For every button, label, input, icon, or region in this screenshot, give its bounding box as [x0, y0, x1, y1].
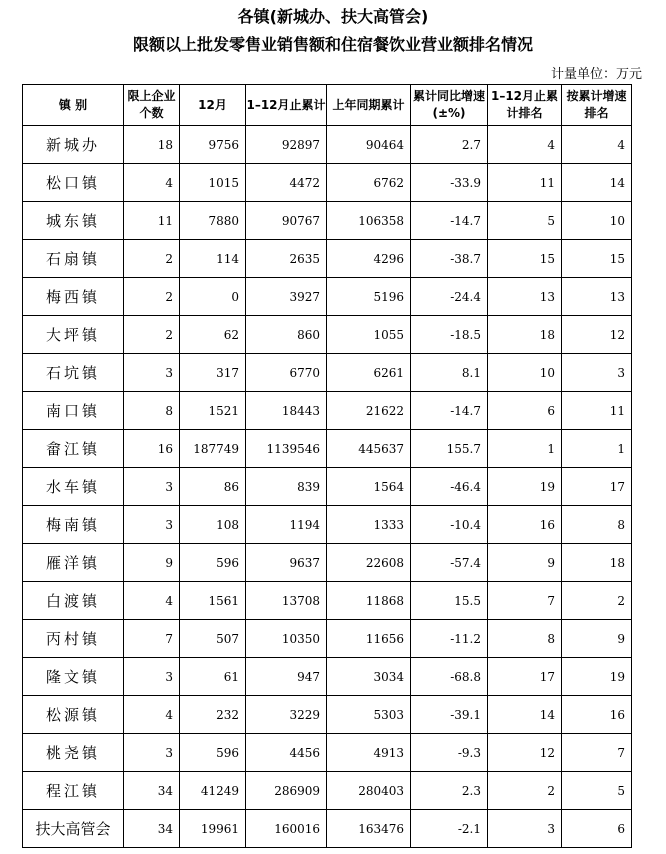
table-row [23, 772, 632, 810]
table-cell: 7 [124, 620, 180, 658]
table-cell: 11868 [327, 582, 411, 620]
table-cell: 13708 [246, 582, 327, 620]
table-cell: 2 [124, 316, 180, 354]
town-name-cell: 隆文镇 [23, 658, 124, 696]
town-name-cell: 松口镇 [23, 164, 124, 202]
column-header: 限上企业个数 [124, 85, 180, 126]
table-cell: 155.7 [411, 430, 488, 468]
table-cell: 12 [562, 316, 632, 354]
table-cell: 11656 [327, 620, 411, 658]
table-cell: 2635 [246, 240, 327, 278]
table-cell: 16 [488, 506, 562, 544]
title-line-2: 限额以上批发零售业销售额和住宿餐饮业营业额排名情况 [132, 35, 533, 54]
table-cell: -57.4 [411, 544, 488, 582]
table-row [23, 810, 632, 848]
table-cell: 17 [562, 468, 632, 506]
table-row [23, 506, 632, 544]
table-cell: 8 [124, 392, 180, 430]
table-cell: 22608 [327, 544, 411, 582]
town-name-cell: 扶大高管会 [23, 810, 124, 848]
table-cell: 507 [180, 620, 246, 658]
town-name-cell: 畲江镇 [23, 430, 124, 468]
table-header-row [23, 85, 632, 126]
table-row [23, 354, 632, 392]
table-cell: 90464 [327, 126, 411, 164]
table-cell: 19 [488, 468, 562, 506]
table-row [23, 620, 632, 658]
table-cell: 9 [488, 544, 562, 582]
town-name-cell: 石坑镇 [23, 354, 124, 392]
town-name-cell: 程江镇 [23, 772, 124, 810]
table-cell: 3 [124, 354, 180, 392]
table-cell: -10.4 [411, 506, 488, 544]
table-row [23, 392, 632, 430]
table-cell: 1521 [180, 392, 246, 430]
column-header: 镇 别 [23, 85, 124, 126]
table-cell: 10 [488, 354, 562, 392]
table-cell: 3 [124, 658, 180, 696]
town-name-cell: 桃尧镇 [23, 734, 124, 772]
table-cell: 5 [488, 202, 562, 240]
table-cell: 15 [488, 240, 562, 278]
table-cell: 4 [124, 164, 180, 202]
table-cell: 18 [562, 544, 632, 582]
ranking-table [22, 84, 632, 848]
table-cell: 947 [246, 658, 327, 696]
table-body [23, 126, 632, 848]
table-cell: 11 [124, 202, 180, 240]
table-cell: 445637 [327, 430, 411, 468]
table-cell: 4913 [327, 734, 411, 772]
town-name-cell: 南口镇 [23, 392, 124, 430]
table-cell: 839 [246, 468, 327, 506]
table-cell: 0 [180, 278, 246, 316]
table-cell: 106358 [327, 202, 411, 240]
table-row [23, 278, 632, 316]
town-name-cell: 石扇镇 [23, 240, 124, 278]
table-cell: 13 [562, 278, 632, 316]
table-cell: 14 [562, 164, 632, 202]
table-cell: 3927 [246, 278, 327, 316]
table-cell: 6762 [327, 164, 411, 202]
table-cell: 4 [562, 126, 632, 164]
column-header: 12月 [180, 85, 246, 126]
table-cell: -11.2 [411, 620, 488, 658]
table-cell: 10 [562, 202, 632, 240]
table-cell: 7880 [180, 202, 246, 240]
table-cell: 15.5 [411, 582, 488, 620]
table-cell: 4456 [246, 734, 327, 772]
table-cell: 16 [124, 430, 180, 468]
town-name-cell: 大坪镇 [23, 316, 124, 354]
table-cell: 2.3 [411, 772, 488, 810]
table-cell: 3 [488, 810, 562, 848]
table-cell: -39.1 [411, 696, 488, 734]
table-cell: 86 [180, 468, 246, 506]
table-row [23, 468, 632, 506]
table-cell: 1015 [180, 164, 246, 202]
table-cell: 34 [124, 810, 180, 848]
column-header: 上年同期累计 [327, 85, 411, 126]
table-cell: 3034 [327, 658, 411, 696]
table-cell: 3 [562, 354, 632, 392]
title-line-1: 各镇(新城办、扶大高管会) [237, 7, 429, 26]
table-cell: -14.7 [411, 202, 488, 240]
column-header: 累计同比增速(±%) [411, 85, 488, 126]
table-cell: 6261 [327, 354, 411, 392]
table-cell: 4 [488, 126, 562, 164]
table-cell: 17 [488, 658, 562, 696]
town-name-cell: 丙村镇 [23, 620, 124, 658]
table-cell: 596 [180, 734, 246, 772]
table-cell: 9 [562, 620, 632, 658]
table-cell: 13 [488, 278, 562, 316]
town-name-cell: 新城办 [23, 126, 124, 164]
table-cell: -24.4 [411, 278, 488, 316]
table-cell: 9 [124, 544, 180, 582]
table-cell: 16 [562, 696, 632, 734]
table-cell: 3 [124, 734, 180, 772]
table-row [23, 658, 632, 696]
table-cell: 7 [488, 582, 562, 620]
table-cell: 3 [124, 468, 180, 506]
column-header: 1–12月止累计排名 [488, 85, 562, 126]
table-row [23, 734, 632, 772]
table-cell: 15 [562, 240, 632, 278]
table-cell: 8.1 [411, 354, 488, 392]
table-cell: 4 [124, 696, 180, 734]
table-cell: 2 [124, 240, 180, 278]
table-cell: 9756 [180, 126, 246, 164]
table-cell: 6 [488, 392, 562, 430]
table-cell: 11 [562, 392, 632, 430]
table-cell: 114 [180, 240, 246, 278]
table-cell: 61 [180, 658, 246, 696]
table-cell: 6770 [246, 354, 327, 392]
table-row [23, 202, 632, 240]
table-cell: 5303 [327, 696, 411, 734]
table-cell: 12 [488, 734, 562, 772]
table-cell: 92897 [246, 126, 327, 164]
table-cell: 317 [180, 354, 246, 392]
table-cell: 5196 [327, 278, 411, 316]
table-cell: -18.5 [411, 316, 488, 354]
table-cell: 18443 [246, 392, 327, 430]
table-cell: 14 [488, 696, 562, 734]
table-cell: 2 [488, 772, 562, 810]
table-row [23, 164, 632, 202]
table-cell: 18 [124, 126, 180, 164]
town-name-cell: 白渡镇 [23, 582, 124, 620]
table-cell: 160016 [246, 810, 327, 848]
table-cell: 3 [124, 506, 180, 544]
table-cell: -9.3 [411, 734, 488, 772]
table-cell: 108 [180, 506, 246, 544]
table-cell: -2.1 [411, 810, 488, 848]
table-cell: 4296 [327, 240, 411, 278]
table-cell: 10350 [246, 620, 327, 658]
table-cell: -38.7 [411, 240, 488, 278]
table-cell: 1139546 [246, 430, 327, 468]
table-cell: 7 [562, 734, 632, 772]
column-header: 按累计增速排名 [562, 85, 632, 126]
table-cell: 1055 [327, 316, 411, 354]
table-cell: 4472 [246, 164, 327, 202]
table-cell: 1 [488, 430, 562, 468]
table-cell: 62 [180, 316, 246, 354]
town-name-cell: 城东镇 [23, 202, 124, 240]
table-cell: 1561 [180, 582, 246, 620]
table-cell: 2 [124, 278, 180, 316]
table-cell: 860 [246, 316, 327, 354]
town-name-cell: 水车镇 [23, 468, 124, 506]
table-cell: 8 [488, 620, 562, 658]
table-cell: -46.4 [411, 468, 488, 506]
table-cell: 1333 [327, 506, 411, 544]
table-cell: 1564 [327, 468, 411, 506]
table-cell: 21622 [327, 392, 411, 430]
table-cell: 163476 [327, 810, 411, 848]
table-cell: 18 [488, 316, 562, 354]
table-cell: 280403 [327, 772, 411, 810]
table-cell: 2.7 [411, 126, 488, 164]
table-cell: 2 [562, 582, 632, 620]
table-cell: -14.7 [411, 392, 488, 430]
table-cell: 596 [180, 544, 246, 582]
table-cell: 19961 [180, 810, 246, 848]
table-cell: 5 [562, 772, 632, 810]
column-header: 1–12月止累计 [246, 85, 327, 126]
table-row [23, 240, 632, 278]
table-cell: 1 [562, 430, 632, 468]
table-row [23, 430, 632, 468]
table-cell: 4 [124, 582, 180, 620]
table-row [23, 544, 632, 582]
town-name-cell: 松源镇 [23, 696, 124, 734]
table-row [23, 316, 632, 354]
table-cell: 90767 [246, 202, 327, 240]
table-cell: 19 [562, 658, 632, 696]
table-cell: 8 [562, 506, 632, 544]
town-name-cell: 梅西镇 [23, 278, 124, 316]
table-cell: 6 [562, 810, 632, 848]
table-cell: 232 [180, 696, 246, 734]
town-name-cell: 梅南镇 [23, 506, 124, 544]
table-cell: 9637 [246, 544, 327, 582]
table-row [23, 582, 632, 620]
table-cell: 187749 [180, 430, 246, 468]
town-name-cell: 雁洋镇 [23, 544, 124, 582]
table-row [23, 126, 632, 164]
table-row [23, 696, 632, 734]
unit-label: 计量单位：万元 [550, 67, 642, 82]
table-cell: 1194 [246, 506, 327, 544]
table-cell: 41249 [180, 772, 246, 810]
table-cell: 11 [488, 164, 562, 202]
table-cell: -68.8 [411, 658, 488, 696]
table-cell: 286909 [246, 772, 327, 810]
table-cell: 34 [124, 772, 180, 810]
table-cell: 3229 [246, 696, 327, 734]
table-cell: -33.9 [411, 164, 488, 202]
